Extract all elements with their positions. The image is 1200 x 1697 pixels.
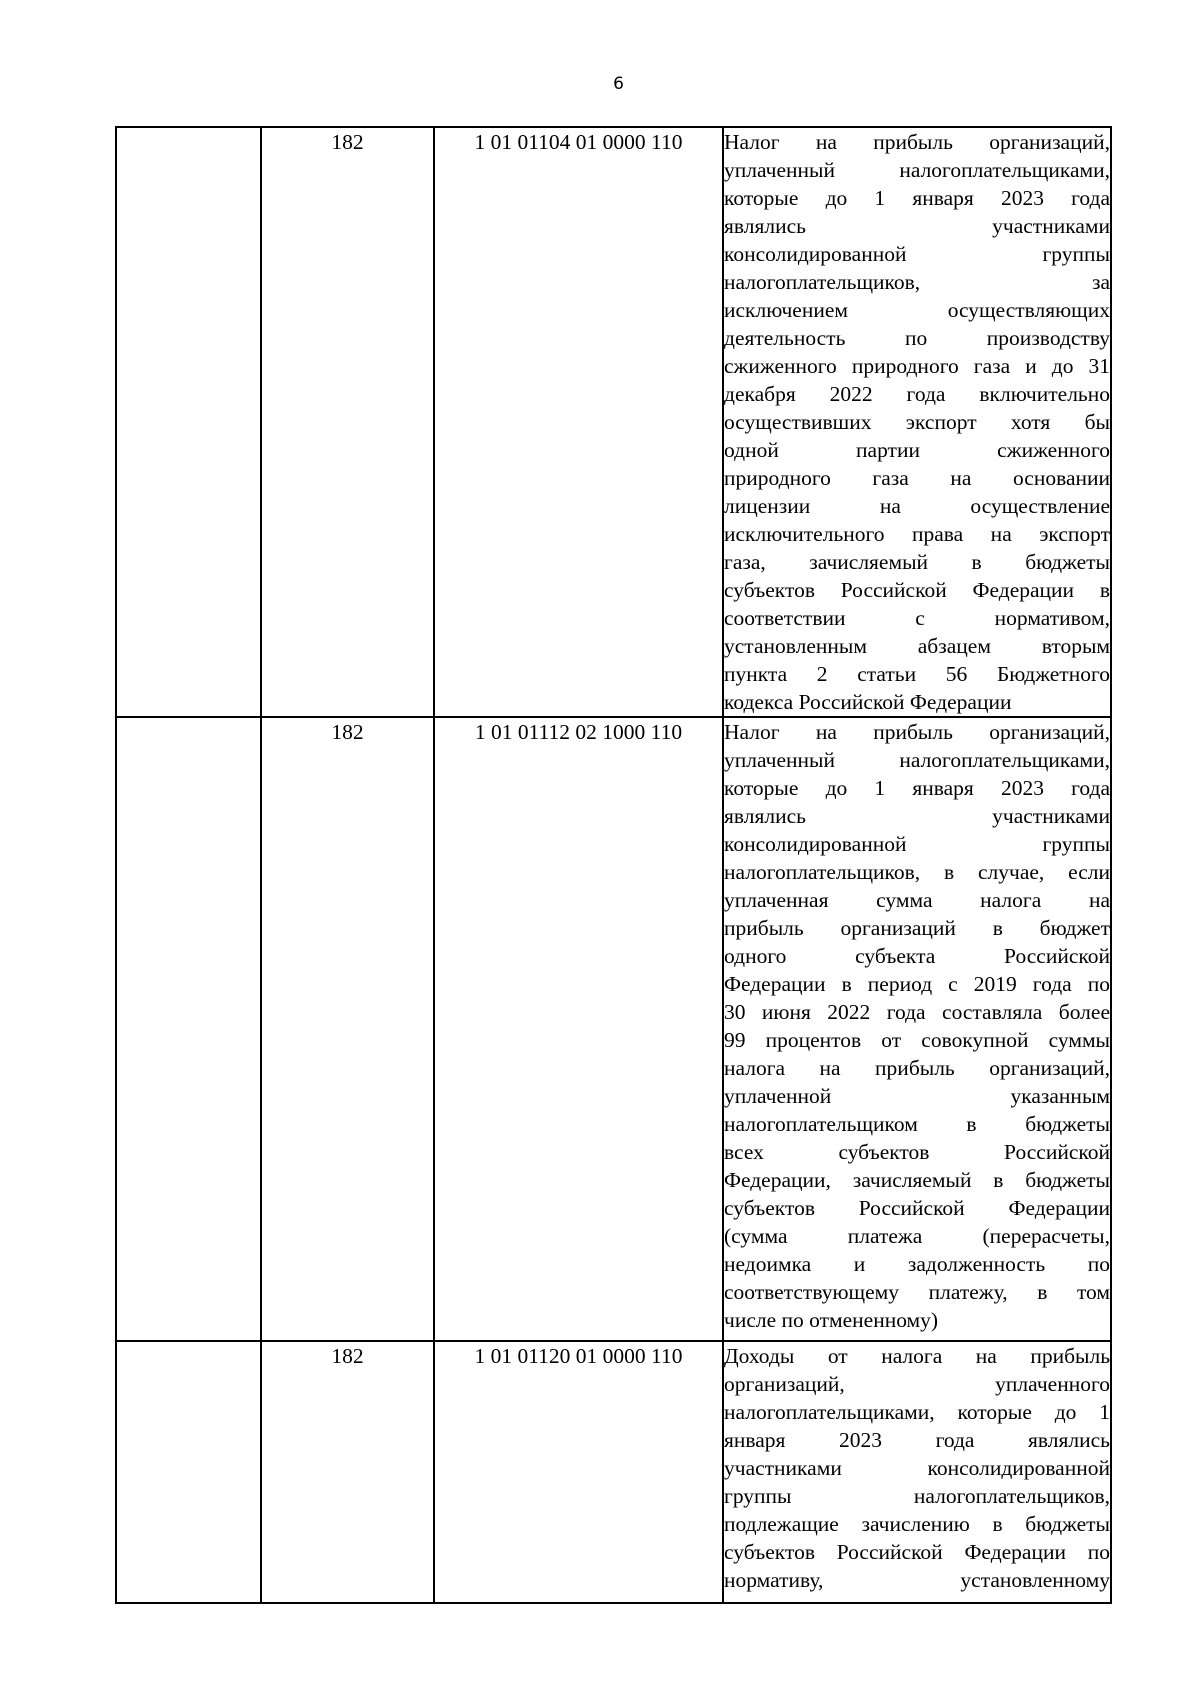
description-line: 30 июня 2022 года составляла более [724,1000,1110,1024]
administrator-code-cell: 182 [261,717,434,1341]
description-line: субъектов Российской Федерации [724,1196,1110,1220]
table-body [116,127,1111,1603]
description-line: уплаченная сумма налога на [724,888,1110,912]
description-line: осуществивших экспорт хотя бы [724,410,1110,434]
description-line: деятельность по производству [724,326,1110,350]
table-row [116,1341,1111,1603]
description-line: Налог на прибыль организаций, [724,720,1110,744]
description-line: одной партии сжиженного [724,438,1110,462]
description-line: газа, зачисляемый в бюджеты [724,550,1110,574]
description-line: Налог на прибыль организаций, [724,130,1110,154]
description-cell [723,1341,1111,1603]
description-line: налогоплательщиками, которые до 1 [724,1400,1110,1424]
description-line: нормативу, установленному [724,1568,1110,1592]
empty-cell [116,1341,261,1603]
description-line: исключительного права на экспорт [724,522,1110,546]
kbk-code-cell: 1 01 01104 01 0000 110 [434,127,723,717]
description-line: субъектов Российской Федерации по [724,1540,1110,1564]
description-cell [723,717,1111,1341]
description-line: которые до 1 января 2023 года [724,186,1110,210]
table-row [116,127,1111,717]
description-cell [723,127,1111,717]
description-line: числе по отмененному) [724,1308,939,1332]
description-line: налогоплательщиков, в случае, если [724,860,1110,884]
empty-cell [116,127,261,717]
page-number: 6 [613,74,624,94]
description-line: уплаченной указанным [724,1084,1110,1108]
kbk-code-cell: 1 01 01112 02 1000 110 [434,717,723,1341]
description-line: установленным абзацем вторым [724,634,1110,658]
description-line: консолидированной группы [724,832,1110,856]
description-line: организаций, уплаченного [724,1372,1110,1396]
description-line: природного газа на основании [724,466,1110,490]
description-line: недоимка и задолженность по [724,1252,1110,1276]
table-row [116,717,1111,1341]
description-line: группы налогоплательщиков, [724,1484,1110,1508]
description-line: пункта 2 статьи 56 Бюджетного [724,662,1110,686]
description-line: Доходы от налога на прибыль [724,1344,1110,1368]
kbk-code-cell: 1 01 01120 01 0000 110 [434,1341,723,1603]
description-line: участниками консолидированной [724,1456,1110,1480]
description-line: соответствующему платежу, в том [724,1280,1110,1304]
description-line: налогоплательщиков, за [724,270,1110,294]
description-line: января 2023 года являлись [724,1428,1110,1452]
description-line: Федерации в период с 2019 года по [724,972,1110,996]
description-line: уплаченный налогоплательщиками, [724,158,1110,182]
description-line: сжиженного природного газа и до 31 [724,354,1110,378]
description-line: подлежащие зачислению в бюджеты [724,1512,1110,1536]
description-line: декабря 2022 года включительно [724,382,1110,406]
description-line: являлись участниками [724,804,1110,828]
description-line: одного субъекта Российской [724,944,1110,968]
description-line: всех субъектов Российской [724,1140,1110,1164]
description-line: субъектов Российской Федерации в [724,578,1110,602]
empty-cell [116,717,261,1341]
description-line: прибыль организаций в бюджет [724,916,1110,940]
description-line: исключением осуществляющих [724,298,1110,322]
description-line: уплаченный налогоплательщиками, [724,748,1110,772]
description-line: являлись участниками [724,214,1110,238]
administrator-code-cell: 182 [261,1341,434,1603]
description-line: налога на прибыль организаций, [724,1056,1110,1080]
description-line: консолидированной группы [724,242,1110,266]
description-line: которые до 1 января 2023 года [724,776,1110,800]
description-line: Федерации, зачисляемый в бюджеты [724,1168,1110,1192]
description-line: лицензии на осуществление [724,494,1110,518]
description-line: кодекса Российской Федерации [724,690,1012,714]
administrator-code-cell: 182 [261,127,434,717]
budget-classification-table [115,126,1112,1604]
description-line: соответствии с нормативом, [724,606,1110,630]
description-line: (сумма платежа (перерасчеты, [724,1224,1110,1248]
description-line: 99 процентов от совокупной суммы [724,1028,1110,1052]
description-line: налогоплательщиком в бюджеты [724,1112,1110,1136]
